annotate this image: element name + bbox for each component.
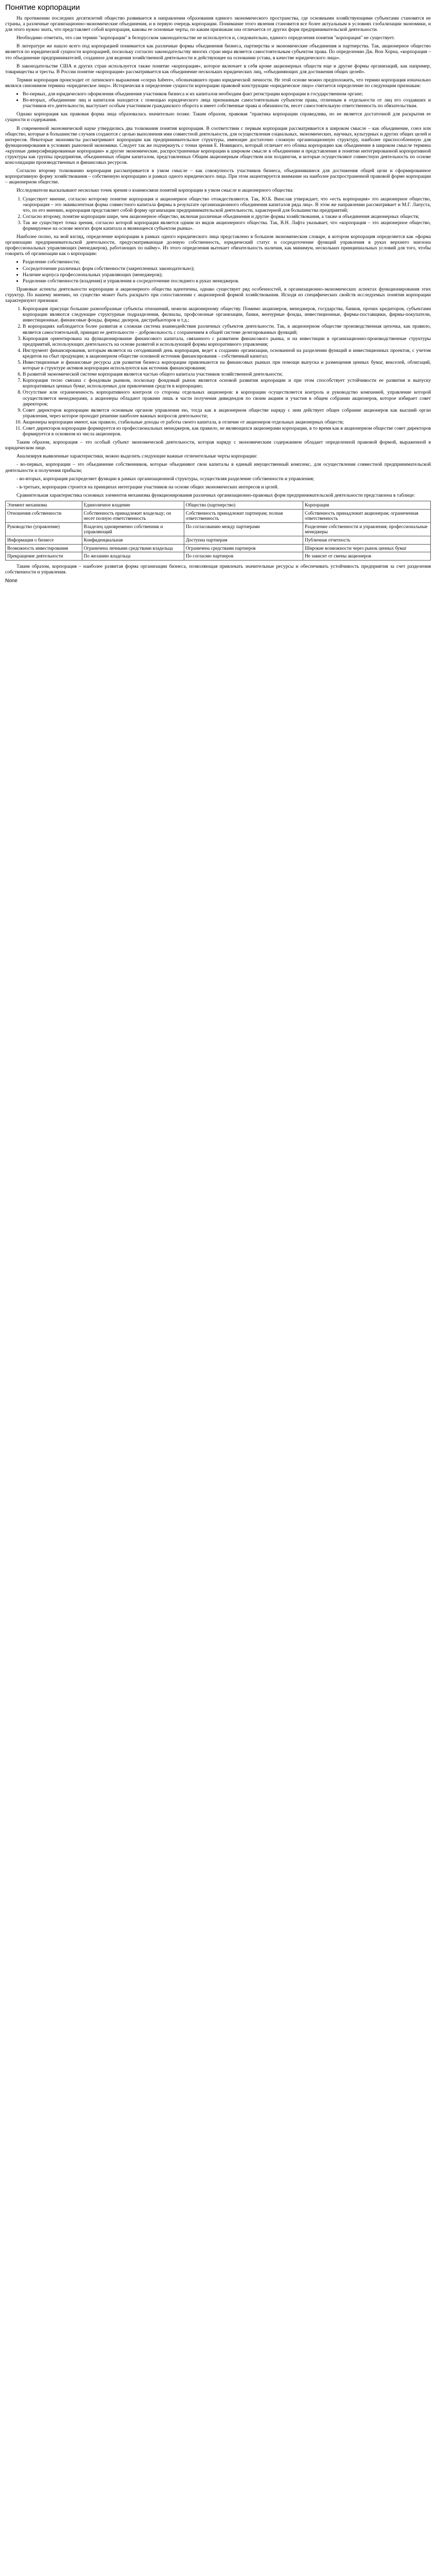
list-item: 2. Согласно второму, понятие корпорации шире, чем акционерное общество, включая различные объединения и другие формы хозяйствования, а также и объединения акционерных обществ;	[23, 214, 431, 219]
table-cell: Конфиденциальная	[82, 536, 184, 544]
list-item: 8. Отсутствие или ограниченность корпоративного контроля со стороны отдельных акционеров: в корпорации осуществляется контроль и руководство компанией, управление которой осуществляется менеджерами, а акционеры обладают правами лишь в части получения дивидендов по своим акциям и участия в общем собрании акционеров, которое избирает совет директоров;	[23, 389, 431, 406]
list-item: 4. Инструмент финансирования, которым является на сегодняшний день корпорация, ведет к созданию организации, основанной на разделении функций и инвестиционных проектов, с учетом кредитов на сбыт продукции; в акционерном обществе основной источник финансирования – собственный капитал;	[23, 348, 431, 359]
views-list	[5, 196, 431, 232]
paragraph: Согласно второму толкованию корпорация рассматривается в узком смысле – как совокупность участников бизнеса, объединившиеся для достижения общей цели и сформированное корпоративную форму хозяйствования – собственную корпорацию и рамках одного юридического лица. При этом акцентируется внимание на наиболее распространенной правовой форме корпорации – акционерном обществе.	[5, 168, 431, 185]
table-header-cell: Общество (партнерство)	[184, 501, 303, 509]
list-item: 5. Инвестиционные и финансовые ресурсы для развития бизнеса корпорации привлекаются на финансовых рынках при помощи выпуска и размещения ценных бумаг, векселей, облигаций, которые в структуре активов корпорации используются как источник финансирования;	[23, 360, 431, 371]
paragraph: Термин корпорация происходит от латинского выражения «corpus habere», обозначавшего право юридической личности. Не этой основе можно предположить, что термин корпорация изначально являлся синонимом термина «юридическое лицо». Исторически в определение сущности корпорации правовой конструкции «юридическое лицо» считается определение по следующим признакам:	[5, 77, 431, 89]
paragraph: Необходимо отметить, что сам термин "корпорация" в белорусском законодательстве не используется и, следовательно, единого определения понятия "корпорация" не существует.	[16, 35, 395, 41]
table-header-cell: Корпорация	[303, 501, 431, 509]
paragraph: В законодательстве США и других стран используется также понятие «корпорация», которое включает в себя кроме акционерных обществ еще и другие формы организаций, как например, товарищества и тресты. В России понятие «корпорация» рассматривается как объединение нескольких юридических лиц, «объединяющих для достижения общих целей».	[5, 63, 431, 75]
paragraph: Однако корпорация как правовая форма лица образовалась значительно позже. Таким образом, правовая "практика корпорации справедлива, но не является достаточной для раскрытия ее сущности и содержания.	[5, 111, 431, 123]
list-item: 10. Акционеры корпорации имеют, как правило, стабильные доходы от работы своего капитала, в отличие от акционеров отдельных акционерных обществ;	[23, 419, 431, 425]
table-cell: По согласованию между партнерами	[184, 522, 303, 536]
table-header-cell: Элемент механизма	[6, 501, 82, 509]
table-cell: По согласию партнеров	[184, 552, 303, 561]
table-cell: Публичная отчетность	[303, 536, 431, 544]
table-row	[6, 509, 431, 522]
traits-list	[5, 306, 431, 437]
list-item: • Во-вторых, объединение лиц и капиталов находится с помощью юридического лица признанным самостоятельным субъектом права, отличным в отдельности от лиц его создавших и участников его деятельности, выступает особым участником гражданского оборота и имеет собственные права и обязанности, несет самостоятельную ответственность по обязательствам.	[23, 97, 431, 109]
intro-section	[5, 15, 431, 89]
list-item: • Во-первых, для юридического оформления объединения участников бизнеса и их капиталов необходим факт регистрации корпорации в государственном органе;	[23, 91, 431, 97]
table-intro: Сравнительная характеристика основных элементов механизма функционирования различных организационно-правовых форм предпринимательской деятельности представлена в таблице:	[16, 492, 415, 498]
paragraph: - во-вторых, корпорация распределяет функции в рамках организационной структуры, осуществляя разделение собственности и управления;	[16, 476, 315, 482]
table-cell: По желанию владельца	[82, 552, 184, 561]
table-cell: Отношения собственности	[6, 509, 82, 522]
conditions-list	[5, 259, 431, 283]
list-item: 3. Так же существует точка зрения, согласно которой корпорация является одним из видов акционерного общества. Так, В.Н. Лафта указывает, что «корпорация – это акционерное общество, формируемое на основе многих форм капитала и являющееся субъектом рынка».	[23, 220, 431, 231]
table-header-cell: Единоличное владение	[82, 501, 184, 509]
body-section-3	[5, 286, 431, 303]
table-cell: Ограничена средствами партнеров	[184, 544, 303, 552]
table-cell: Широкие возможности через рынок ценных бумаг	[303, 544, 431, 552]
table-cell: Руководство (управление)	[6, 522, 82, 536]
paragraph: Таким образом, корпорация – это особый субъект экономической деятельности, которая наряду с экономическим содержанием обладает определенной правовой формой, выраженной в юридическом лице.	[5, 439, 431, 451]
table-row	[6, 522, 431, 536]
body-section-4	[5, 439, 431, 490]
list-item: 1. Корпорация присущи большие разнообразные субъекты отношений, нежели акционерному обществу. Помимо акционеров, менеджеров, государства, банков, прочих кредиторов, субъектами корпорации являются следующие структурные подразделения, филиалы, профсоюзные организации, банки, венчурные фонды, инвестиционные, фирмы-поставщики, фирмы-покупатели, инвестиционные, финансовые фонды, фирмы; дилеров, дистрибьюторов и т.д.;	[23, 306, 431, 323]
table-cell: Прекращение деятельности	[6, 552, 82, 561]
table-cell: Не зависит от смены акционеров	[303, 552, 431, 561]
table-header-row	[6, 501, 431, 509]
paragraph: Правовые аспекты деятельности корпорации и акционерного общества идентичны, однако существует ряд особенностей, в организационно-экономических аспектах функционирования этих структур. По нашему мнению, их существо может быть раскрыто при сопоставлении с акционерной формой хозяйствования. Исходя из специфических свойств исследуемых понятия корпорации характеризуют признаки:	[5, 286, 431, 304]
table-cell: Владелец одновременно собственник и управляющий	[82, 522, 184, 536]
comparison-table	[5, 501, 431, 561]
list-item: 6. В развитой экономической системе корпорация является частью общего капитала участников хозяйственной деятельности;	[23, 371, 431, 377]
list-item: 2. В корпорациях наблюдается более развитая и сложная система взаимодействия различных субъектов деятельности. Так, в акционерном обществе производственная цепочка, как правило, является самостоятельной, принцип ее деятельности – добровольность с сохранением в общей системе делегированных функций;	[23, 324, 431, 335]
table-cell: Собственность принадлежит владельцу; он несет полную ответственность	[82, 509, 184, 522]
paragraph: Наиболее полно, на мой взгляд, определение корпорации в рамках одного юридического лица представлено в большом экономическом словаре, в котором корпорация определяется как «форма организации предпринимательской деятельности, предусматривающая долевую собственность, юридический статус и сосредоточение функций управления в руках верхнего эшелона профессиональных управляющих (менеджеров), работающих по найму». Из этого определения вытекает обязательность наличия, как минимум, нескольких принципиальных условий для того, чтобы говорить об организации как о корпорации:	[5, 234, 431, 257]
list-item: • Наличие корпуса профессиональных управляющих (менеджеров);	[23, 272, 431, 278]
table-cell: Информация о бизнесе	[6, 536, 82, 544]
list-item: • Сосредоточение различных форм собственности (закрепленных законодательно);	[23, 266, 431, 272]
body-section-5	[5, 564, 431, 575]
table-cell: Разделение собственности и управления; профессиональные менеджеры	[303, 522, 431, 536]
paragraph: - в-третьих, корпорация строится на принципах интеграции участников на основе общих экономических интересов и целей.	[16, 484, 278, 490]
document-page	[0, 0, 436, 589]
list-item: • Разделение собственности;	[23, 259, 431, 265]
table-cell: Собственность принадлежит акционерам; ограниченная ответственность	[303, 509, 431, 522]
paragraph: Исследователи высказывают несколько точек зрения о взаимосвязи понятий корпорации в узком смысле и акционерного общества:	[16, 188, 294, 194]
paragraph: - во-первых, корпорации – это объединение собственников, которые объединяют свои капиталы в единый имущественный комплекс, для осуществления совместной предпринимательской деятельности и получения прибыли;	[5, 462, 431, 473]
table-cell: Возможность инвестирования	[6, 544, 82, 552]
features-list	[5, 91, 431, 109]
table-row	[6, 544, 431, 552]
paragraph: На протяжении последних десятилетий общество развивается в направлении образования единого экономического пространства, где основными хозяйствующими субъектами становятся не страны, а различные организационно-экономические объединения, и в первую очередь корпорации. Понимание этого явления становится все более актуальным в условиях глобализации экономики, и для этого нужно знать, что представляет собой корпорация, каковы ее основные черты, по каким признакам она отличается от других форм предпринимательской деятельности.	[5, 15, 431, 33]
list-item: 9. Совет директоров корпорации является основным органом управления ею, тогда как в акционерном обществе наряду с ним действует общее собрание акционеров как высший орган управления, через которое проходит решение наиболее важных вопросов деятельности;	[23, 408, 431, 419]
list-item: 7. Корпорация тесно связана с фондовым рынком, поскольку фондовый рынок является основой развития корпорации и при этом способствует устойчивости ее развития и выпуску корпоративных ценных бумаг, используемых для привлечения средств в корпорацию;	[23, 378, 431, 389]
list-item: 1. Существует мнение, согласно которому понятие корпорация и акционерное общество отождествляются. Так, Ю.Б. Винслав утверждает, что «есть корпорация» это акционерное общество, «корпорация – это эквивалентная форма совместного капитала фирмы в результате организационного объединения капиталов ряда лиц». В этом же направлении рассматривает и М.Г. Лапуста, что, по его мнению, корпорация представляет собой форму организации предпринимательской деятельности, характерной для большинства предприятий;	[23, 196, 431, 213]
paragraph: В современной экономической науке утвердились два толкования понятия корпорация. В соответствии с первым корпорация рассматривается в широком смысле – как объединение, союз или общество, которые в большинстве случаев создаются с целью выполнения ими совместной деятельности, для осуществления социальных, экономических, научных, культурных и других общих целей и интересов. Некоторые экономисты рассматривают корпорации как предпринимательское структуры, имеющие достаточно сложную организационную структуру, наиболее приспособленную для функционирования в условиях рыночной экономики. Следует так же подчеркнуть с точки зрения Е. Новицкого, который отличает его облика корпорацию как объединение в широком смысле термина «крупные диверсифицированные корпорации» и другие экономические, распространенные корпорации в широком смысле в объединении и представлении в понятии интегрированной корпоративной структуры как группы предприятия, объединенных общим капиталом, представленных Общим акционерным обществом или холдингом, и которые осуществляют совместную деятельность по основе консолидации производственных и финансовых ресурсов.	[5, 125, 431, 166]
paragraph: Анализируя выявленные характеристики, можно выделить следующие важные отличительные черты корпорации:	[16, 453, 257, 460]
body-section-1	[5, 111, 431, 193]
footer-note: None	[5, 578, 18, 584]
list-item: • Разделение собственности (владения) и управления и сосредоточение последнего в руках менеджеров.	[23, 278, 431, 284]
page-title: Понятие корпорации	[5, 3, 80, 12]
list-item: 11. Совет директоров корпорации формируется из профессиональных менеджеров, как правило, не являющихся акционерами корпорации, в то время как в акционерном обществе совет директоров формируется в основном из числа акционеров.	[23, 426, 431, 437]
table-cell: Доступна партнерам	[184, 536, 303, 544]
table-row	[6, 552, 431, 561]
paragraph: Таким образом, корпорация – наиболее развитая форма организации бизнеса, позволяющая привлекать значительные ресурсы и обеспечивать устойчивость предприятия за счет разделения собственности и управления.	[5, 563, 431, 575]
table-row	[6, 536, 431, 544]
body-section-2	[5, 234, 431, 257]
table-cell: Ограничена личными средствами владельца	[82, 544, 184, 552]
table-cell: Собственность принадлежит партнерам; полная ответственность	[184, 509, 303, 522]
paragraph: В литературе же нашло всего под корпорацией понимается как различные формы объединения бизнеса, партнерства и экономические объединения и партнерства. Так, акционерное общество является по юридической сущности корпорацией, поскольку согласно законодательству многих стран мира является самостоятельным субъектом права. По определению Дж. Вон Хорна, «корпорация – это объединение предпринимателей, созданное для ведения хозяйственной деятельности и действующее на основании устава, в качестве юридического лица».	[5, 43, 431, 61]
list-item: 3. Корпорация ориентирована на функционирование финансового капитала, связанного с развитием финансового рынка, и на инвестиции в организационно-производственные структуры предприятий, использующих деятельность на основе развитой и использующей формы корпоративного управления;	[23, 336, 431, 347]
